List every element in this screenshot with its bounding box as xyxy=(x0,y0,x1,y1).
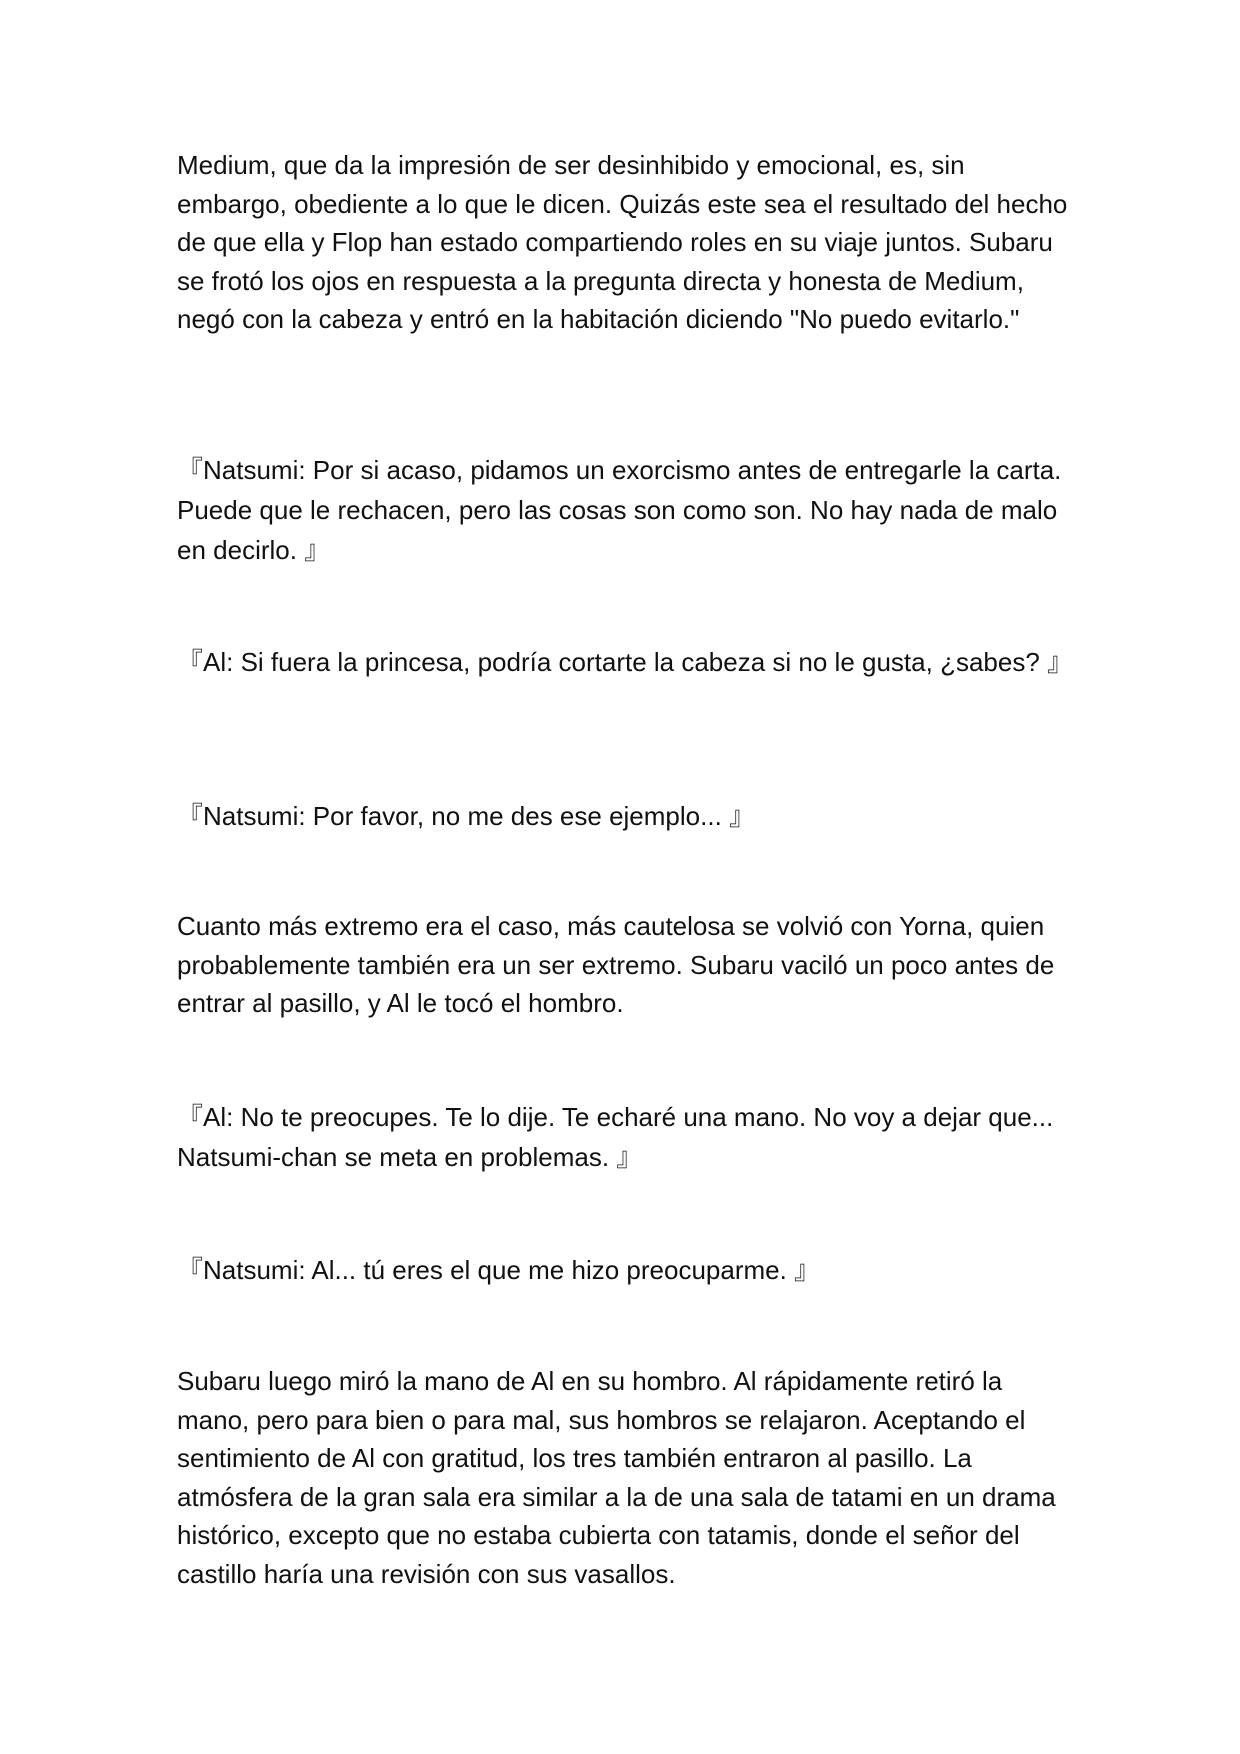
paragraph-dialogue-natsumi-2: 『Natsumi: Por favor, no me des ese ejemplo... 』 xyxy=(177,801,756,831)
paragraph-dialogue-natsumi-3: 『Natsumi: Al... tú eres el que me hizo preocuparme. 』 xyxy=(177,1255,821,1285)
paragraph-dialogue-al-1: 『Al: Si fuera la princesa, podría cortarte la cabeza si no le gusta, ¿sabes? 』 xyxy=(177,647,1074,677)
paragraph-dialogue-natsumi-1: 『Natsumi: Por si acaso, pidamos un exorcismo antes de entregarle la carta. Puede que le rechacen, pero las cosas son como son. No hay nada de malo en decirlo. 』 xyxy=(177,455,1062,565)
paragraph-narration-3: Subaru luego miró la mano de Al en su hombro. Al rápidamente retiró la mano, pero para bien o para mal, sus hombros se relajaron. Aceptando el sentimiento de Al con gratitud, los tres también entraron al pasillo. La atmósfera de la gran sala era similar a la de una sala de tatami en un drama histórico, excepto que no estaba cubierta con tatamis, donde el señor del castillo haría una revisión con sus vasallos. xyxy=(177,1366,1056,1589)
paragraph-narration-1: Medium, que da la impresión de ser desinhibido y emocional, es, sin embargo, obediente a lo que le dicen. Quizás este sea el resultado del hecho de que ella y Flop han estado compartiendo roles en su viaje juntos. Subaru se frotó los ojos en respuesta a la pregunta directa y honesta de Medium, negó con la cabeza y entró en la habitación diciendo "No puedo evitarlo." xyxy=(177,150,1068,334)
paragraph-dialogue-al-2: 『Al: No te preocupes. Te lo dije. Te echaré una mano. No voy a dejar que... Natsumi-chan se meta en problemas. 』 xyxy=(177,1102,1054,1172)
paragraph-narration-2: Cuanto más extremo era el caso, más cautelosa se volvió con Yorna, quien probablemente también era un ser extremo. Subaru vaciló un poco antes de entrar al pasillo, y Al le tocó el hombro. xyxy=(177,911,1055,1018)
